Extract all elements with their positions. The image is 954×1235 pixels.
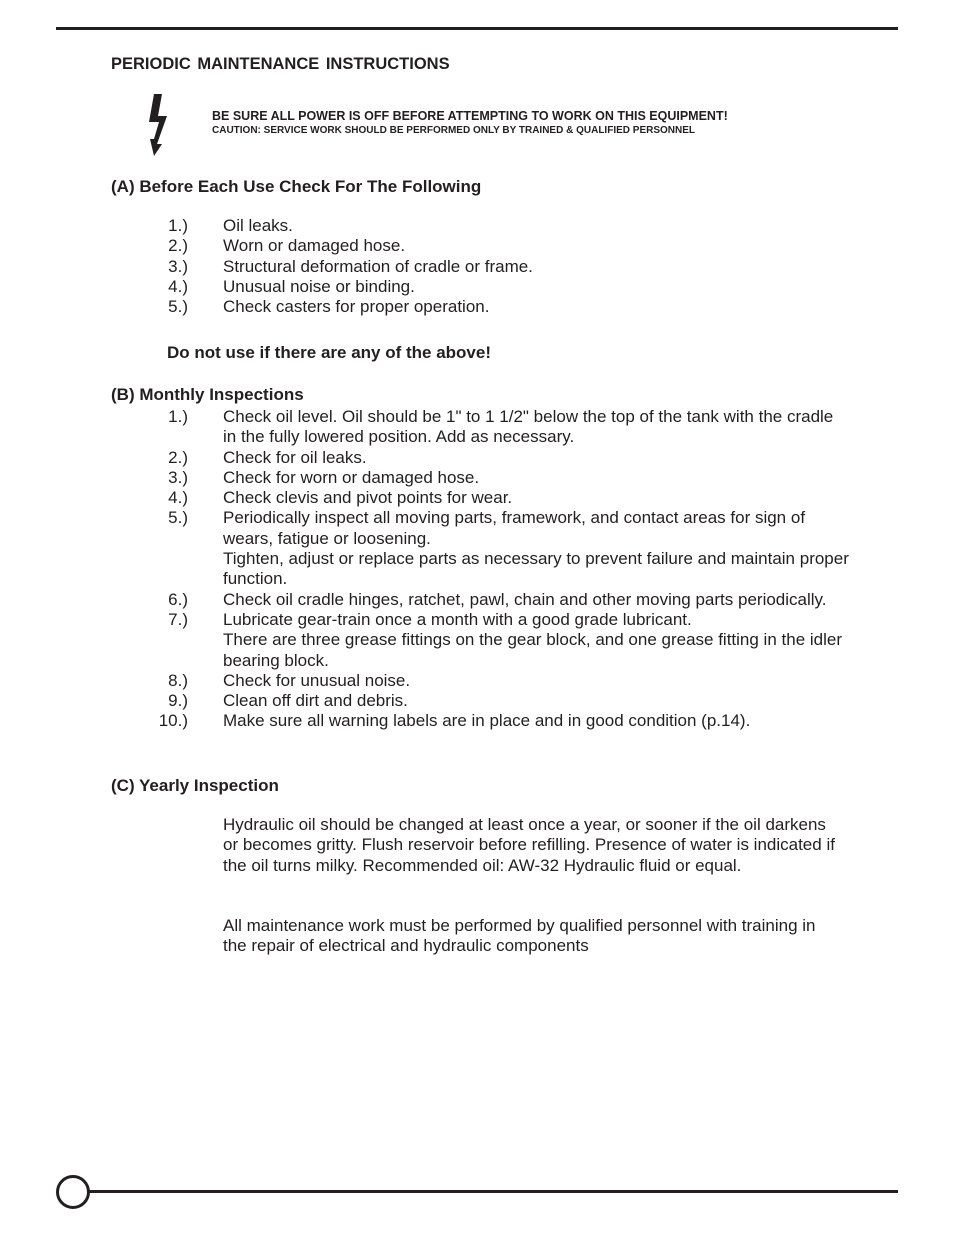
bottom-rule [86, 1190, 898, 1193]
item-body [223, 610, 850, 671]
list-item [150, 407, 850, 448]
item-text: Check for unusual noise. [223, 670, 411, 690]
list-item [150, 691, 850, 711]
lightning-bolt-icon [146, 94, 172, 156]
list-item [150, 508, 850, 589]
item-number: 10.) [158, 711, 188, 731]
list-item [150, 590, 850, 610]
item-number: 3.) [168, 256, 188, 276]
item-text: Check casters for proper operation. [223, 297, 490, 317]
section-a-heading: (A) Before Each Use Check For The Following [111, 177, 482, 196]
section-b-heading: (B) Monthly Inspections [111, 385, 304, 404]
item-text: Check oil cradle hinges, ratchet, pawl, chain and other moving parts periodically. [223, 589, 827, 609]
power-off-warning: BE SURE ALL POWER IS OFF BEFORE ATTEMPTING TO WORK ON THIS EQUIPMENT! [212, 109, 728, 123]
item-extra-text: There are three grease fittings on the gear block, and one grease fitting in the idler bearing block. [223, 630, 842, 670]
item-text: Check for worn or damaged hose. [223, 467, 480, 487]
page-number-circle [56, 1175, 90, 1209]
list-item [150, 448, 850, 468]
list-item [150, 277, 850, 297]
item-number: 4.) [168, 488, 188, 508]
do-not-use-note: Do not use if there are any of the above! [167, 343, 492, 362]
list-item [150, 216, 850, 236]
caution-notice: CAUTION: SERVICE WORK SHOULD BE PERFORMED ONLY BY TRAINED & QUALIFIED PERSONNEL [212, 125, 696, 136]
item-text: Oil leaks. [223, 216, 293, 235]
item-text: Check for oil leaks. [223, 447, 367, 467]
list-item [150, 671, 850, 691]
yearly-oil-paragraph: Hydraulic oil should be changed at least once a year, or sooner if the oil darkens or becomes gritty. Flush reservoir before refilling. Presence of water is indicated if the oil turns milky. Recommended oil: AW-32 Hydraulic fluid or equal. [223, 815, 835, 875]
item-text: Periodically inspect all moving parts, framework, and contact areas for sign of wears, fatigue or loosening. [223, 508, 806, 548]
item-text: Clean off dirt and debris. [223, 691, 408, 711]
item-text: Unusual noise or binding. [223, 276, 415, 296]
page-title: PERIODIC MAINTENANCE INSTRUCTIONS [111, 55, 450, 73]
section-c-heading: (C) Yearly Inspection [111, 776, 279, 795]
item-number: 7.) [168, 609, 188, 629]
item-text: Lubricate gear-train once a month with a good grade lubricant. [223, 609, 692, 629]
item-number: 5.) [168, 297, 188, 317]
list-item [150, 236, 850, 256]
list-item [150, 468, 850, 488]
top-rule [56, 27, 898, 30]
list-item [150, 488, 850, 508]
list-item [150, 610, 850, 671]
item-number: 1.) [168, 216, 188, 235]
item-number: 2.) [168, 447, 188, 467]
item-text: Structural deformation of cradle or frame. [223, 256, 533, 276]
item-extra-text: Tighten, adjust or replace parts as necessary to prevent failure and maintain proper function. [223, 549, 849, 589]
item-number: 6.) [168, 589, 188, 609]
list-item [150, 257, 850, 277]
list-item [150, 297, 850, 317]
qualified-personnel-paragraph: All maintenance work must be performed by qualified personnel with training in the repair of electrical and hydraulic components [223, 916, 816, 956]
item-text: Make sure all warning labels are in place and in good condition (p.14). [223, 711, 751, 731]
item-text: Worn or damaged hose. [223, 236, 406, 256]
item-number: 4.) [168, 276, 188, 296]
item-body [223, 508, 850, 589]
item-number: 1.) [168, 407, 188, 426]
list-item [150, 711, 850, 731]
item-text: Check clevis and pivot points for wear. [223, 488, 513, 508]
section-a-list [150, 216, 850, 317]
item-number: 5.) [168, 508, 188, 528]
item-number: 3.) [168, 467, 188, 487]
item-text: Check oil level. Oil should be 1" to 1 1/2" below the top of the tank with the cradle in the fully lowered position. Add as necessary. [223, 407, 834, 447]
section-b-list [150, 407, 850, 732]
item-number: 2.) [168, 236, 188, 256]
item-number: 8.) [168, 670, 188, 690]
item-number: 9.) [168, 691, 188, 711]
